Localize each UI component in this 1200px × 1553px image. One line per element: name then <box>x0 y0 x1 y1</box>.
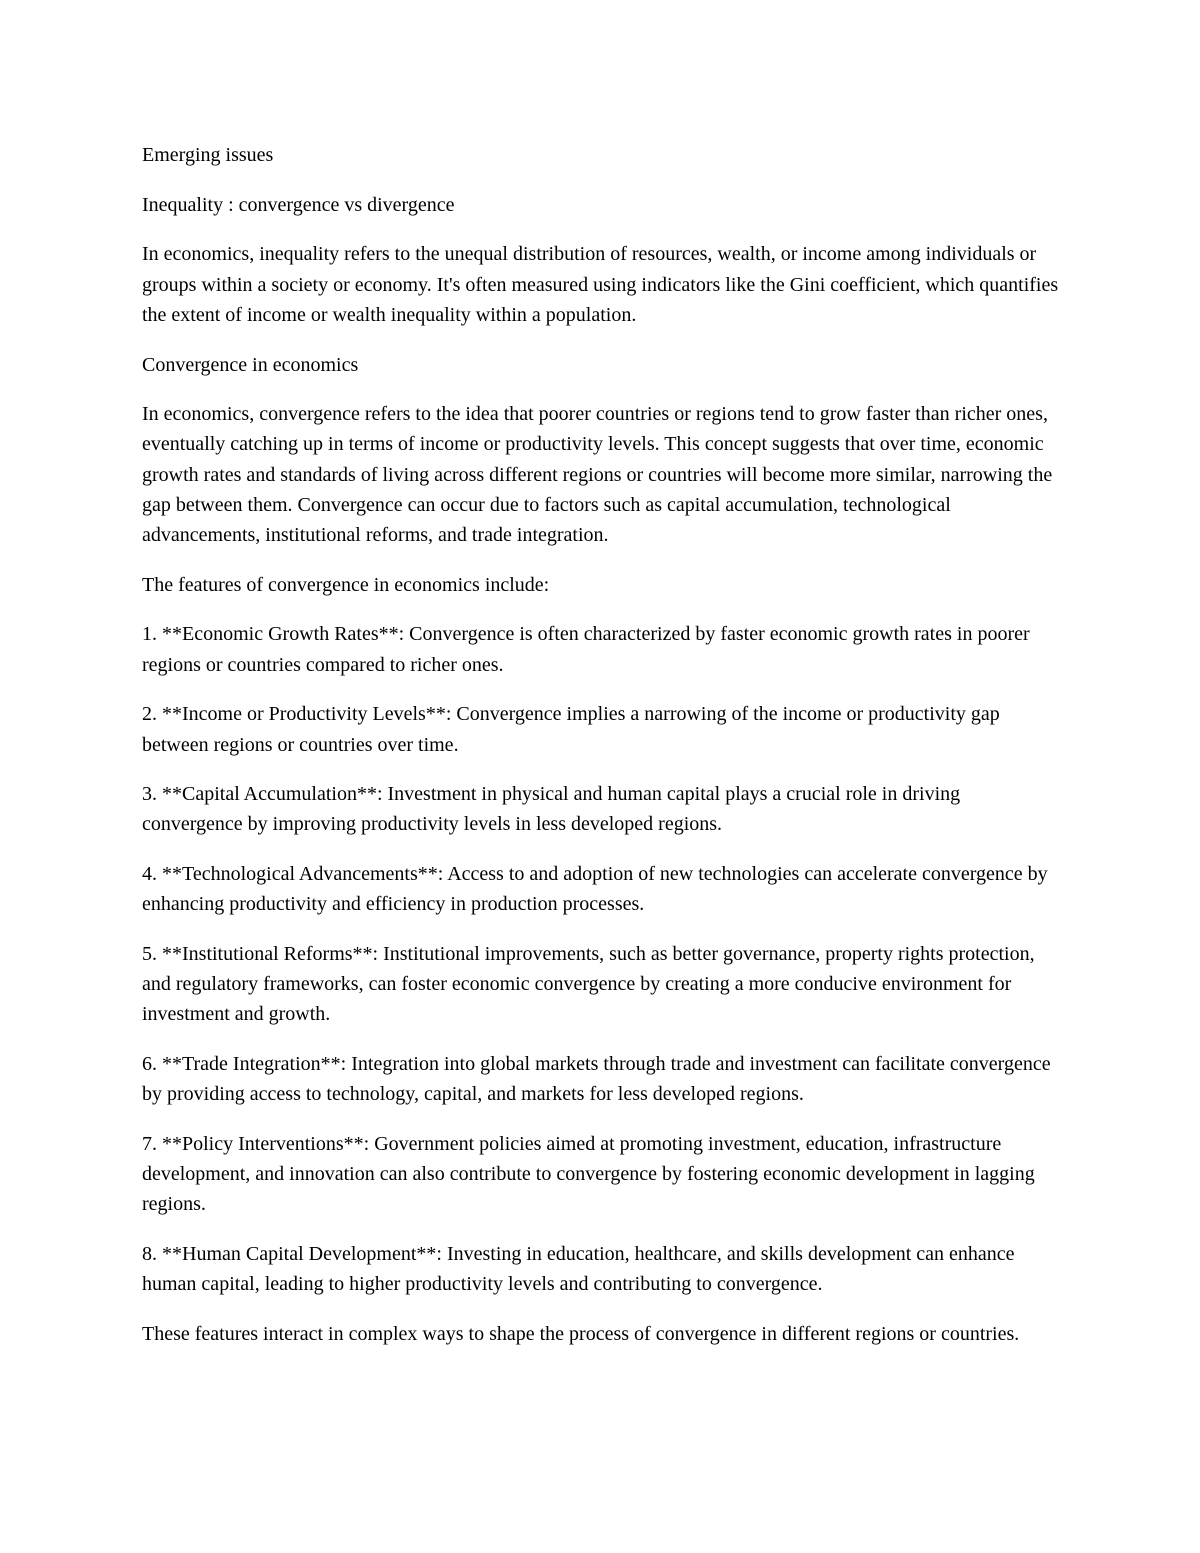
feature-item-6: 6. **Trade Integration**: Integration into global markets through trade and investment can facilitate convergence by providing access to technology, capital, and markets for less developed regions. <box>142 1053 1051 1106</box>
features-intro-paragraph: The features of convergence in economics include: <box>142 573 550 596</box>
feature-item-2: 2. **Income or Productivity Levels**: Convergence implies a narrowing of the income or productivity gap between regions or countries over time. <box>142 703 1000 756</box>
conclusion-paragraph: These features interact in complex ways to shape the process of convergence in different regions or countries. <box>142 1323 1020 1346</box>
document-subtitle: Inequality : convergence vs divergence <box>142 193 455 216</box>
feature-item-4: 4. **Technological Advancements**: Access to and adoption of new technologies can accelerate convergence by enhancing productivity and efficiency in production processes. <box>142 863 1048 916</box>
document-title: Emerging issues <box>142 144 274 166</box>
feature-item-3: 3. **Capital Accumulation**: Investment in physical and human capital plays a crucial role in driving convergence by improving productivity levels in less developed regions. <box>142 783 961 836</box>
document-body <box>142 140 1060 1369</box>
inequality-definition-paragraph: In economics, inequality refers to the unequal distribution of resources, wealth, or income among individuals or groups within a society or economy. It's often measured using indicators like the Gini coefficient, which quantifies the extent of income or wealth inequality within a population. <box>142 243 1059 326</box>
feature-item-5: 5. **Institutional Reforms**: Institutional improvements, such as better governance, property rights protection, and regulatory frameworks, can foster economic convergence by creating a more conducive environment for investment and growth. <box>142 943 1035 1026</box>
feature-item-7: 7. **Policy Interventions**: Government policies aimed at promoting investment, education, infrastructure development, and innovation can also contribute to convergence by fostering economic development in lagging regions. <box>142 1133 1035 1216</box>
convergence-heading: Convergence in economics <box>142 353 359 376</box>
feature-item-8: 8. **Human Capital Development**: Investing in education, healthcare, and skills development can enhance human capital, leading to higher productivity levels and contributing to convergence. <box>142 1243 1015 1296</box>
convergence-definition-paragraph: In economics, convergence refers to the idea that poorer countries or regions tend to grow faster than richer ones, eventually catching up in terms of income or productivity levels. This concept suggests that over time, economic growth rates and standards of living across different regions or countries will become more similar, narrowing the gap between them. Convergence can occur due to factors such as capital accumulation, technological advancements, institutional reforms, and trade integration. <box>142 403 1053 547</box>
feature-item-1: 1. **Economic Growth Rates**: Convergence is often characterized by faster economic growth rates in poorer regions or countries compared to richer ones. <box>142 623 1030 676</box>
